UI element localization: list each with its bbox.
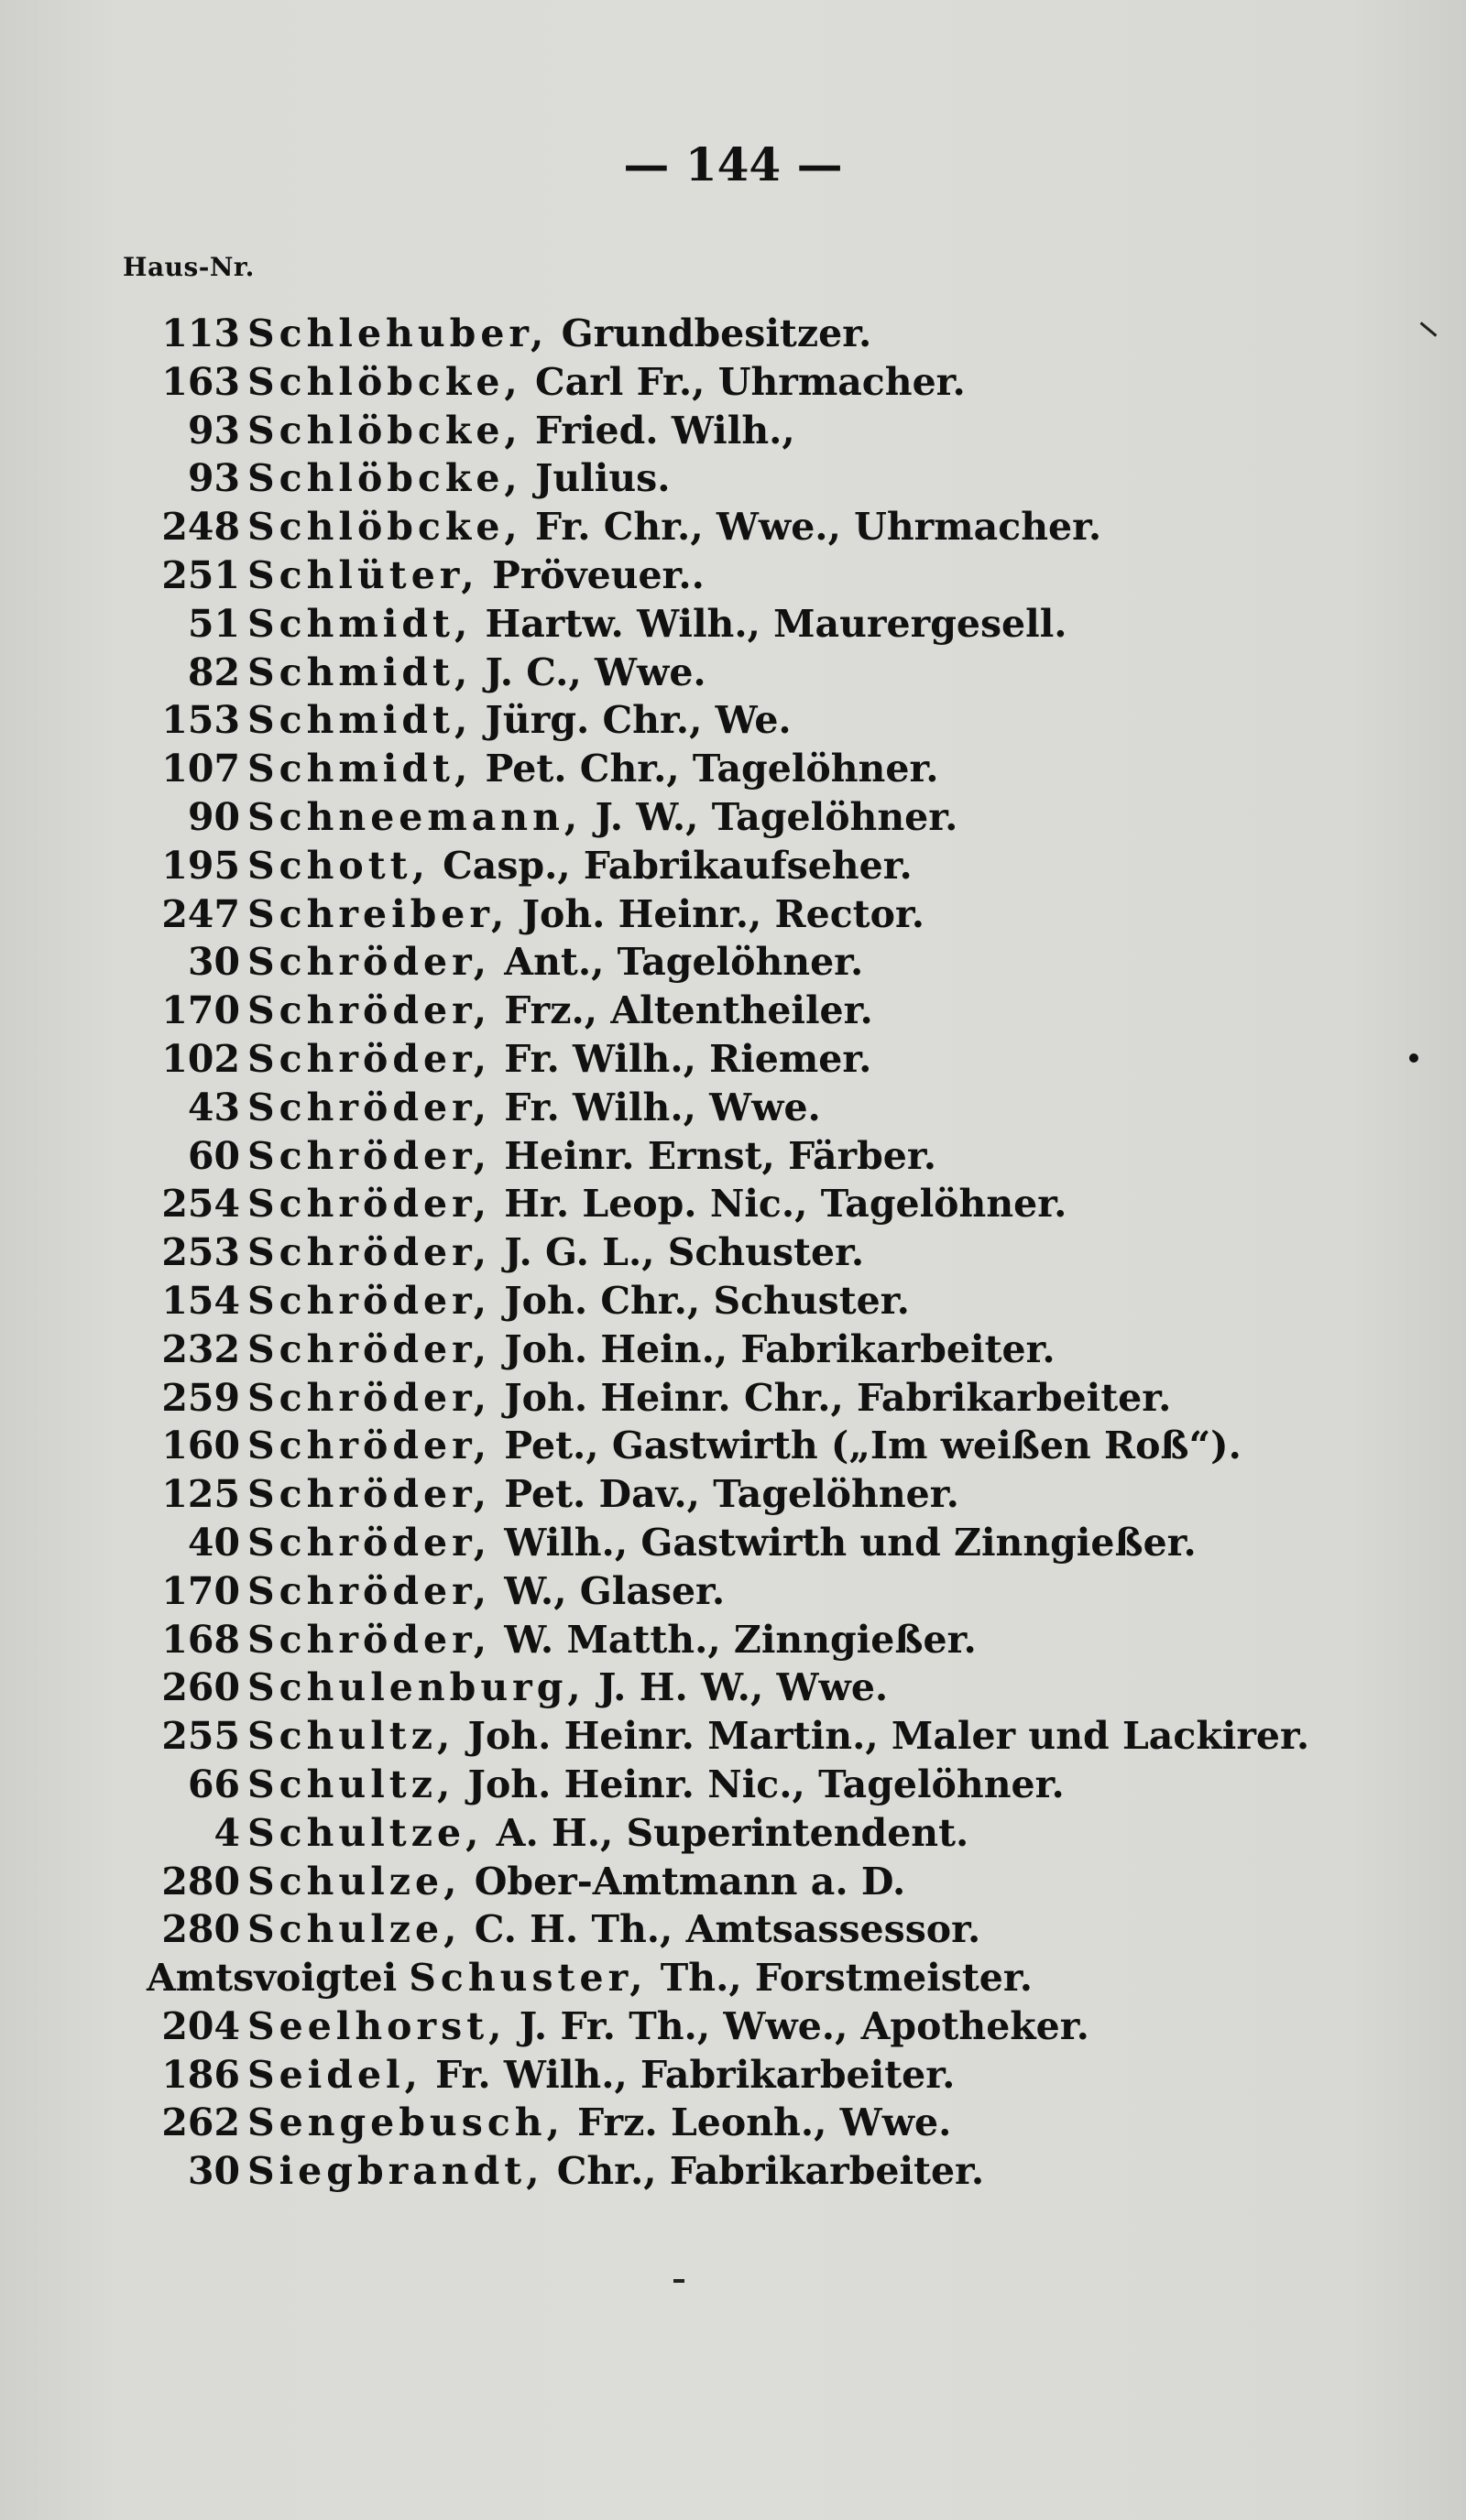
resident-details: C. H. Th., Amtsassessor.: [461, 1907, 981, 1952]
directory-entry: [0, 2051, 1466, 2100]
house-number: 204: [161, 2003, 240, 2048]
resident-details: Joh. Heinr. Martin., Maler und Lackirer.: [454, 1714, 1310, 1759]
ink-dash-mark: [673, 2279, 684, 2283]
resident-surname: Schuster,: [409, 1956, 648, 2001]
house-number: 232: [161, 1326, 240, 1371]
resident-details: Frz. Leonh., Wwe.: [563, 2100, 952, 2145]
resident-details: J. H. W., Wwe.: [585, 1665, 889, 1710]
house-number: 40: [187, 1520, 240, 1565]
house-number: 163: [161, 359, 240, 404]
directory-entry: [0, 600, 1466, 649]
house-number: 125: [161, 1472, 240, 1517]
resident-surname: Seelhorst, J. Fr. Th., Wwe., Apotheker.: [247, 2003, 1089, 2048]
resident-details: Casp., Fabrikaufseher.: [429, 843, 913, 888]
directory-entry: [0, 1374, 1466, 1423]
resident-surname: Schröder, J. G. L., Schuster.: [247, 1230, 865, 1275]
house-number: 102: [161, 1036, 240, 1081]
house-number: 262: [161, 2100, 240, 2145]
house-number: 90: [187, 794, 240, 839]
resident-surname: Schott, Casp., Fabrikaufseher.: [247, 843, 913, 888]
directory-entry: [0, 1616, 1466, 1664]
directory-entry: [0, 1228, 1466, 1277]
directory-entry: [0, 696, 1466, 745]
directory-entry: [0, 987, 1466, 1035]
resident-surname: Schneemann, J. W., Tagelöhner.: [247, 794, 958, 839]
resident-surname: Schultz, Joh. Heinr. Nic., Tagelöhner.: [247, 1762, 1065, 1806]
directory-entry: [0, 842, 1466, 890]
directory-entry: [0, 1422, 1466, 1470]
house-number: 93: [187, 408, 240, 453]
resident-surname: Schmidt, Pet. Chr., Tagelöhner.: [247, 747, 939, 791]
directory-entry: [0, 1858, 1466, 1906]
resident-surname: Schröder, Joh. Heinr. Chr., Fabrikarbeiter.: [247, 1375, 1172, 1420]
resident-surname: Schröder, Hr. Leop. Nic., Tagelöhner.: [247, 1182, 1067, 1227]
resident-surname: Schlöbcke, Fr. Chr., Wwe., Uhrmacher.: [247, 505, 1102, 550]
resident-surname: Schlehuber, Grundbesitzer.: [247, 311, 872, 355]
house-number: 107: [161, 747, 240, 791]
house-number: 253: [161, 1230, 240, 1275]
resident-surname: Schulenburg, J. H. W., Wwe.: [247, 1665, 889, 1710]
directory-entry: [0, 1712, 1466, 1761]
directory-entry: [0, 310, 1466, 358]
directory-entry: [0, 1664, 1466, 1712]
resident-surname: Schröder, W. Matth., Zinngießer.: [247, 1617, 977, 1662]
resident-details: J. G. L., Schuster.: [490, 1230, 865, 1275]
house-number: Amtsvoigtei: [147, 1956, 398, 2001]
resident-surname: Schröder, Pet. Dav., Tagelöhner.: [247, 1472, 959, 1517]
resident-surname: Siegbrandt, Chr., Fabrikarbeiter.: [247, 2149, 985, 2194]
resident-details: Ober-Amtmann a. D.: [461, 1859, 906, 1904]
resident-details: Pet. Chr., Tagelöhner.: [472, 747, 939, 791]
house-number: 260: [161, 1665, 240, 1710]
resident-details: Pet. Dav., Tagelöhner.: [490, 1472, 959, 1517]
resident-details: A. H., Superintendent.: [483, 1810, 969, 1855]
house-number: 154: [161, 1278, 240, 1323]
house-number: 254: [161, 1182, 240, 1227]
house-number: 251: [161, 552, 240, 597]
directory-entry: [0, 503, 1466, 551]
resident-details: Pröveuer..: [478, 552, 705, 597]
directory-entry: [0, 1132, 1466, 1181]
resident-details: Chr., Fabrikarbeiter.: [543, 2149, 985, 2194]
resident-details: W., Glaser.: [490, 1568, 726, 1613]
directory-entry-list: [0, 310, 1466, 2196]
resident-details: Joh. Chr., Schuster.: [490, 1278, 910, 1323]
resident-surname: Schmidt, Hartw. Wilh., Maurergesell.: [247, 601, 1067, 646]
directory-entry: [0, 1470, 1466, 1519]
directory-entry: [0, 1277, 1466, 1325]
directory-entry: [0, 2002, 1466, 2051]
house-number: 247: [161, 891, 240, 936]
house-number: 160: [161, 1424, 240, 1468]
house-number: 170: [161, 1568, 240, 1613]
house-number: 4: [213, 1810, 240, 1855]
resident-details: Joh. Heinr. Nic., Tagelöhner.: [454, 1762, 1065, 1806]
resident-details: Joh. Hein., Fabrikarbeiter.: [490, 1326, 1056, 1371]
resident-surname: Schreiber, Joh. Heinr., Rector.: [247, 891, 925, 936]
house-number: 280: [161, 1907, 240, 1952]
house-number: 195: [161, 843, 240, 888]
resident-surname: Schröder, Joh. Hein., Fabrikarbeiter.: [247, 1326, 1056, 1371]
resident-details: W. Matth., Zinngießer.: [490, 1617, 977, 1662]
resident-details: Frz., Altentheiler.: [490, 988, 873, 1033]
resident-surname: Schröder, Fr. Wilh., Riemer.: [247, 1036, 872, 1081]
house-number: 30: [187, 940, 240, 985]
resident-surname: Schulze, C. H. Th., Amtsassessor.: [247, 1907, 981, 1952]
house-number: 259: [161, 1375, 240, 1420]
resident-details: Fr. Wilh., Fabrikarbeiter.: [421, 2052, 956, 2097]
resident-details: Hartw. Wilh., Maurergesell.: [472, 601, 1067, 646]
resident-details: Hr. Leop. Nic., Tagelöhner.: [490, 1182, 1067, 1227]
resident-details: Th., Forstmeister.: [647, 1956, 1033, 2001]
resident-details: Joh. Heinr. Chr., Fabrikarbeiter.: [490, 1375, 1172, 1420]
house-number: 60: [187, 1133, 240, 1178]
directory-entry: [0, 1761, 1466, 1809]
directory-entry: [0, 890, 1466, 939]
house-number: 170: [161, 988, 240, 1033]
directory-entry: [0, 649, 1466, 697]
resident-surname: Schröder, Joh. Chr., Schuster.: [247, 1278, 910, 1323]
resident-surname: Schröder, Fr. Wilh., Wwe.: [247, 1085, 821, 1129]
resident-details: Pet., Gastwirth („Im weißen Roß“).: [490, 1424, 1242, 1468]
resident-surname: Schröder, Pet., Gastwirth („Im weißen Roß“).: [247, 1424, 1242, 1468]
directory-entry: [0, 793, 1466, 842]
resident-details: Grundbesitzer.: [548, 311, 872, 355]
directory-entry: [0, 454, 1466, 503]
house-number: 43: [187, 1085, 240, 1129]
resident-details: Wilh., Gastwirth und Zinngießer.: [490, 1520, 1197, 1565]
resident-surname: Schlöbcke, Julius.: [247, 456, 671, 501]
directory-entry: [0, 938, 1466, 987]
resident-surname: Schröder, Wilh., Gastwirth und Zinngießer.: [247, 1520, 1197, 1565]
directory-entry: [0, 1325, 1466, 1374]
ink-dot-mark: [1409, 1053, 1418, 1063]
resident-surname: Schlüter, Pröveuer..: [247, 552, 705, 597]
resident-surname: Schultze, A. H., Superintendent.: [247, 1810, 969, 1855]
resident-surname: Schlöbcke, Fried. Wilh.,: [247, 408, 795, 453]
house-number: 66: [187, 1762, 240, 1806]
resident-surname: Schröder, Frz., Altentheiler.: [247, 988, 873, 1033]
resident-details: Ant., Tagelöhner.: [490, 940, 864, 985]
resident-surname: Schulze, Ober-Amtmann a. D.: [247, 1859, 906, 1904]
directory-entry: [0, 745, 1466, 793]
directory-entry: [0, 407, 1466, 455]
resident-surname: Schröder, Heinr. Ernst, Färber.: [247, 1133, 936, 1178]
directory-entry: [0, 1905, 1466, 1954]
resident-details: Fr. Chr., Wwe., Uhrmacher.: [521, 505, 1102, 550]
directory-entry: [0, 1035, 1466, 1084]
resident-surname: Schlöbcke, Carl Fr., Uhrmacher.: [247, 359, 966, 404]
directory-entry: [0, 358, 1466, 407]
house-number: 186: [161, 2052, 240, 2097]
resident-details: Joh. Heinr., Rector.: [509, 891, 925, 936]
resident-details: Carl Fr., Uhrmacher.: [521, 359, 966, 404]
resident-surname: Schröder, W., Glaser.: [247, 1568, 726, 1613]
directory-entry: [0, 1567, 1466, 1616]
entry-line: [147, 1954, 1033, 2002]
directory-entry: [0, 1809, 1466, 1858]
resident-details: Fried. Wilh.,: [521, 408, 795, 453]
directory-entry: [0, 2099, 1466, 2147]
house-number: 280: [161, 1859, 240, 1904]
resident-details: Heinr. Ernst, Färber.: [490, 1133, 936, 1178]
resident-surname: Seidel, Fr. Wilh., Fabrikarbeiter.: [247, 2052, 956, 2097]
house-number: 93: [187, 456, 240, 501]
resident-surname: Sengebusch, Frz. Leonh., Wwe.: [247, 2100, 952, 2145]
directory-entry: [0, 551, 1466, 600]
resident-surname: Schmidt, Jürg. Chr., We.: [247, 698, 792, 743]
directory-entry: [0, 2147, 1466, 2196]
resident-surname: Schultz, Joh. Heinr. Martin., Maler und Lackirer.: [247, 1714, 1310, 1759]
resident-details: J. Fr. Th., Wwe., Apotheker.: [506, 2003, 1089, 2048]
resident-details: Jürg. Chr., We.: [472, 698, 792, 743]
resident-surname: Schröder, Ant., Tagelöhner.: [247, 940, 864, 985]
house-number: 248: [161, 505, 240, 550]
house-number-column-header: Haus-Nr.: [123, 252, 255, 282]
directory-entry: [0, 1084, 1466, 1132]
house-number: 153: [161, 698, 240, 743]
directory-entry: [0, 1519, 1466, 1567]
house-number: 82: [187, 649, 240, 694]
house-number: 51: [187, 601, 240, 646]
page-number: — 144 —: [623, 137, 843, 191]
resident-details: Fr. Wilh., Wwe.: [490, 1085, 821, 1129]
house-number: 113: [161, 311, 240, 355]
resident-surname: Schmidt, J. C., Wwe.: [247, 649, 706, 694]
directory-entry: [0, 1954, 1466, 2002]
resident-details: Julius.: [521, 456, 671, 501]
resident-details: Fr. Wilh., Riemer.: [490, 1036, 872, 1081]
resident-details: J. C., Wwe.: [472, 649, 706, 694]
house-number: 30: [187, 2149, 240, 2194]
resident-details: J. W., Tagelöhner.: [582, 794, 958, 839]
house-number: 168: [161, 1617, 240, 1662]
directory-entry: [0, 1180, 1466, 1228]
house-number: 255: [161, 1714, 240, 1759]
